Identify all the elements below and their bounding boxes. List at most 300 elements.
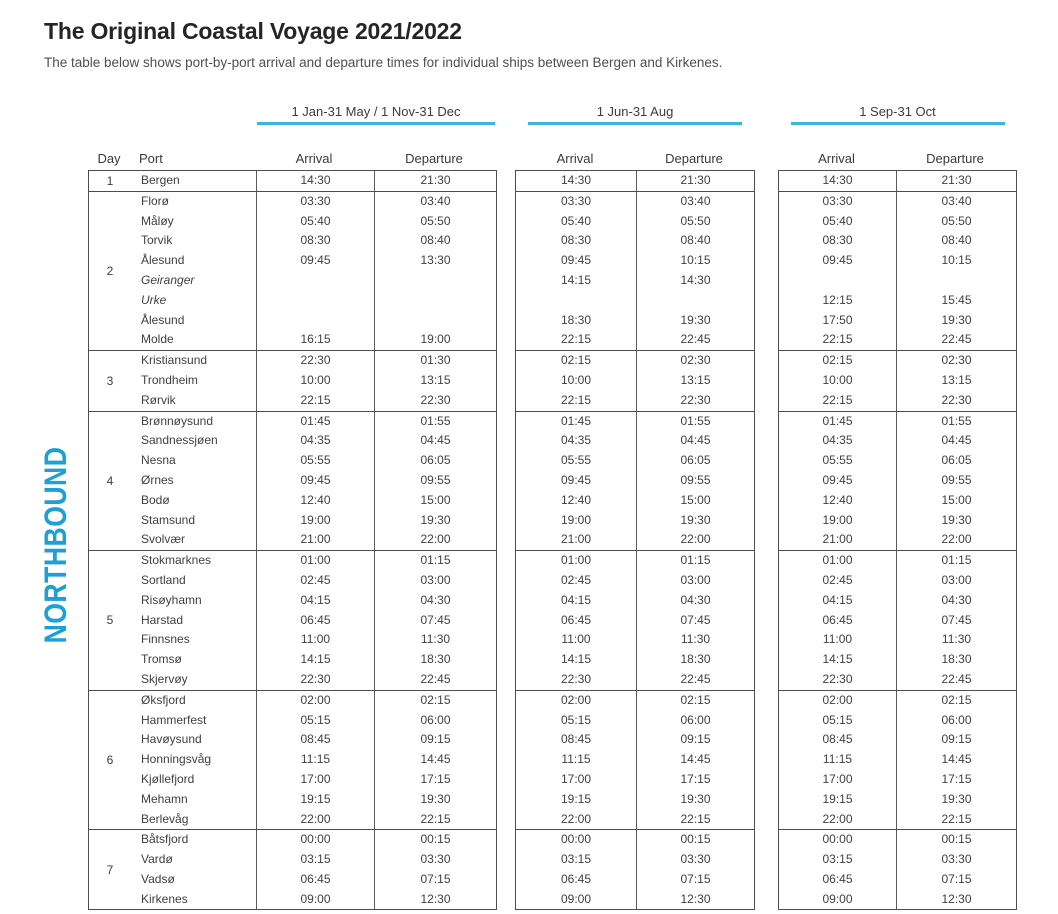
port-name: Kirkenes	[141, 891, 188, 906]
timetable-body	[88, 170, 1017, 910]
departure-time: 03:00	[680, 572, 711, 587]
port-name: Harstad	[141, 612, 184, 627]
arrival-time: 10:00	[300, 372, 331, 387]
departure-column	[896, 351, 1016, 410]
day-section	[778, 690, 1017, 831]
departure-time: 06:05	[420, 453, 451, 468]
departure-time: 05:50	[420, 213, 451, 228]
arrival-time: 22:15	[560, 332, 592, 347]
arrival-time: 02:00	[300, 692, 331, 707]
departure-time: 11:30	[941, 632, 972, 647]
departure-time: 10:15	[941, 253, 972, 268]
departure-time: 05:50	[680, 213, 711, 228]
day-section	[88, 690, 497, 831]
arrival-time: 19:15	[300, 791, 331, 806]
arrival-time: 04:35	[822, 433, 853, 448]
northbound-direction-label: NORTHBOUND	[38, 446, 73, 644]
port-name: Berlevåg	[141, 811, 189, 826]
day-number: 7	[106, 862, 114, 877]
arrival-time: 19:00	[300, 512, 331, 527]
season-3-underline	[791, 122, 1005, 125]
day-number: 5	[106, 613, 114, 628]
column-header-row	[88, 149, 1017, 168]
departure-column	[896, 412, 1016, 551]
arrival-time: 04:35	[300, 433, 331, 448]
arrival-time: 03:15	[300, 852, 331, 867]
departure-column	[374, 171, 496, 191]
departure-time: 18:30	[680, 652, 711, 667]
arrival-time: 12:40	[300, 492, 331, 507]
departure-time: 13:30	[420, 253, 451, 268]
departure-column	[636, 551, 754, 690]
day-number: 6	[106, 753, 114, 767]
page-title: The Original Coastal Voyage 2021/2022	[44, 18, 462, 44]
departure-time	[375, 311, 496, 331]
season-header-spacer	[88, 103, 255, 125]
arrival-time: 17:00	[560, 771, 592, 786]
departure-time: 21:30	[680, 173, 711, 187]
page-subtitle: The table below shows port-by-port arrival and departure times for individual ships between Bergen and Kirkenes.	[44, 55, 723, 70]
arrival-time: 05:15	[300, 712, 331, 727]
departure-time: 01:15	[941, 553, 972, 568]
departure-time: 11:30	[680, 632, 711, 647]
arrival-time: 06:45	[300, 612, 331, 627]
arrival-time: 01:00	[560, 553, 592, 568]
departure-time: 22:45	[941, 332, 972, 347]
port-column	[131, 691, 256, 830]
departure-time: 02:15	[941, 692, 972, 707]
arrival-time: 01:45	[822, 413, 853, 428]
arrival-time: 06:45	[560, 612, 592, 627]
departure-time: 00:15	[941, 832, 972, 847]
departure-time: 12:30	[420, 891, 451, 906]
departure-column-header: Departure	[926, 151, 984, 166]
arrival-time: 09:45	[560, 253, 592, 268]
day-number: 2	[106, 263, 114, 278]
departure-time: 18:30	[420, 652, 451, 667]
port-name: Molde	[141, 332, 174, 347]
departure-column	[636, 830, 754, 909]
arrival-column	[256, 551, 374, 690]
departure-time: 22:30	[680, 392, 711, 407]
arrival-time: 14:15	[560, 272, 592, 287]
departure-time: 19:30	[420, 791, 451, 806]
port-name: Vadsø	[141, 871, 175, 886]
arrival-time: 21:00	[822, 532, 853, 547]
departure-time: 06:05	[941, 453, 972, 468]
arrival-time: 19:00	[560, 512, 592, 527]
departure-time: 09:15	[420, 732, 451, 747]
departure-time	[897, 271, 1016, 291]
departure-time: 06:00	[941, 712, 972, 727]
departure-column	[636, 351, 754, 410]
departure-time: 18:30	[941, 652, 972, 667]
departure-time: 19:30	[680, 512, 711, 527]
arrival-time: 05:15	[822, 712, 853, 727]
arrival-time: 11:00	[822, 632, 853, 647]
arrival-time: 03:15	[560, 852, 592, 867]
arrival-time: 09:45	[300, 472, 331, 487]
departure-time: 01:15	[680, 553, 711, 568]
departure-column	[636, 192, 754, 350]
port-name: Florø	[141, 193, 169, 208]
arrival-column	[779, 551, 896, 690]
departure-time: 09:15	[680, 732, 711, 747]
departure-time: 19:30	[941, 791, 972, 806]
season-2-label: 1 Jun-31 Aug	[596, 104, 674, 119]
port-name: Øksfjord	[141, 692, 186, 707]
port-name: Brønnøysund	[141, 413, 214, 428]
departure-time: 22:00	[941, 532, 972, 547]
departure-time: 19:30	[680, 791, 711, 806]
departure-column	[896, 551, 1016, 690]
arrival-time: 03:30	[822, 193, 853, 208]
departure-column	[636, 171, 754, 191]
day-section	[515, 170, 755, 192]
departure-time: 07:45	[680, 612, 711, 627]
port-name: Bodø	[141, 492, 170, 507]
departure-column	[374, 551, 496, 690]
departure-time: 12:30	[680, 891, 711, 906]
arrival-time: 14:30	[822, 173, 853, 187]
arrival-time: 11:15	[822, 752, 853, 767]
port-name: Tromsø	[141, 652, 182, 667]
departure-time: 06:00	[420, 712, 451, 727]
season-3-label: 1 Sep-31 Oct	[859, 104, 936, 119]
arrival-time: 06:45	[300, 871, 331, 886]
departure-time: 00:15	[680, 832, 711, 847]
arrival-column	[256, 830, 374, 909]
departure-time: 02:30	[680, 353, 711, 368]
departure-time: 22:30	[420, 392, 451, 407]
arrival-time: 22:00	[560, 811, 592, 826]
arrival-time: 22:30	[560, 671, 592, 686]
day-number: 1	[106, 173, 114, 188]
arrival-column	[256, 351, 374, 410]
arrival-time: 05:40	[300, 213, 331, 228]
day-section	[778, 191, 1017, 351]
departure-time: 01:55	[680, 413, 711, 428]
departure-column	[896, 830, 1016, 909]
arrival-time: 18:30	[560, 312, 592, 327]
day-section	[515, 191, 755, 351]
arrival-column	[779, 691, 896, 830]
day-group	[88, 411, 1017, 552]
day-group	[88, 550, 1017, 691]
arrival-time: 19:15	[560, 791, 592, 806]
arrival-time: 04:35	[560, 433, 592, 448]
port-name: Hammerfest	[141, 712, 207, 727]
departure-time: 09:55	[420, 472, 451, 487]
arrival-time: 00:00	[300, 832, 331, 847]
arrival-time: 02:45	[822, 572, 853, 587]
port-name: Bergen	[141, 173, 180, 187]
arrival-time: 04:15	[822, 592, 853, 607]
port-column	[131, 171, 256, 191]
arrival-time: 09:00	[560, 891, 592, 906]
day-section	[88, 191, 497, 351]
port-column	[131, 551, 256, 690]
departure-time	[375, 271, 496, 291]
departure-time: 08:40	[420, 233, 451, 248]
port-column-header: Port	[139, 151, 163, 166]
departure-time: 22:45	[941, 671, 972, 686]
port-name: Ørnes	[141, 472, 174, 487]
arrival-column	[516, 412, 636, 551]
day-group	[88, 350, 1017, 411]
departure-time: 09:55	[941, 472, 972, 487]
departure-time: 15:45	[941, 292, 972, 307]
departure-time: 19:30	[680, 312, 711, 327]
arrival-time: 08:45	[560, 732, 592, 747]
day-section	[515, 690, 755, 831]
arrival-time: 02:00	[560, 692, 592, 707]
departure-time: 13:15	[680, 372, 711, 387]
arrival-time: 14:15	[822, 652, 853, 667]
timetable	[88, 103, 1017, 910]
arrival-time: 22:30	[300, 671, 331, 686]
port-name: Honningsvåg	[141, 752, 212, 767]
departure-time: 04:30	[680, 592, 711, 607]
arrival-time: 08:45	[300, 732, 331, 747]
departure-time: 08:40	[680, 233, 711, 248]
arrival-time: 03:15	[822, 852, 853, 867]
departure-time	[637, 291, 754, 311]
departure-time: 22:45	[420, 671, 451, 686]
port-name: Nesna	[141, 453, 176, 468]
arrival-time: 10:00	[822, 372, 853, 387]
arrival-time: 12:40	[560, 492, 592, 507]
departure-time: 14:45	[941, 752, 972, 767]
arrival-time: 22:30	[822, 671, 853, 686]
departure-time: 07:15	[420, 871, 451, 886]
port-name: Torvik	[141, 233, 173, 248]
departure-time: 10:15	[680, 253, 711, 268]
arrival-time: 05:40	[822, 213, 853, 228]
departure-time: 22:00	[680, 532, 711, 547]
port-name: Skjervøy	[141, 671, 188, 686]
day-section	[778, 550, 1017, 691]
arrival-time: 08:30	[300, 233, 331, 248]
arrival-time: 01:00	[822, 553, 853, 568]
departure-column-header: Departure	[665, 151, 723, 166]
departure-time: 07:45	[420, 612, 451, 627]
port-name: Mehamn	[141, 791, 188, 806]
day-group	[88, 690, 1017, 831]
arrival-time: 08:45	[822, 732, 853, 747]
departure-column	[374, 691, 496, 830]
arrival-time: 06:45	[822, 612, 853, 627]
arrival-column	[516, 551, 636, 690]
arrival-time: 14:30	[300, 173, 331, 187]
arrival-time	[257, 271, 374, 291]
arrival-time: 11:00	[561, 632, 591, 647]
departure-time: 08:40	[941, 233, 972, 248]
departure-time: 04:30	[420, 592, 451, 607]
arrival-time: 21:00	[300, 532, 331, 547]
port-column	[131, 351, 256, 410]
departure-time: 21:30	[420, 173, 451, 187]
departure-column	[374, 192, 496, 350]
departure-time: 00:15	[420, 832, 451, 847]
port-name: Svolvær	[141, 532, 186, 547]
departure-time: 07:15	[680, 871, 711, 886]
departure-column	[636, 691, 754, 830]
departure-time: 15:00	[941, 492, 972, 507]
departure-time: 03:30	[680, 852, 711, 867]
arrival-time: 04:15	[560, 592, 592, 607]
departure-time: 07:15	[941, 871, 972, 886]
arrival-time: 09:45	[300, 253, 331, 268]
arrival-time: 01:45	[560, 413, 592, 428]
departure-column	[896, 171, 1016, 191]
day-section	[88, 170, 497, 192]
departure-time: 03:30	[420, 852, 451, 867]
arrival-time: 11:15	[561, 752, 591, 767]
departure-time: 03:30	[941, 852, 972, 867]
arrival-time: 22:15	[822, 332, 853, 347]
port-name: Sortland	[141, 572, 186, 587]
departure-time: 22:45	[680, 332, 711, 347]
arrival-column	[516, 171, 636, 191]
day-section	[778, 411, 1017, 552]
arrival-time: 05:55	[560, 453, 592, 468]
departure-time: 03:40	[420, 193, 451, 208]
arrival-column	[779, 192, 896, 350]
arrival-time: 03:30	[300, 193, 331, 208]
arrival-time: 00:00	[822, 832, 853, 847]
arrival-time: 02:45	[560, 572, 592, 587]
day-group	[88, 829, 1017, 910]
day-section	[778, 829, 1017, 910]
arrival-time: 17:50	[822, 312, 853, 327]
arrival-time: 22:15	[822, 392, 853, 407]
departure-time: 01:55	[941, 413, 972, 428]
season-1-header	[255, 103, 497, 125]
port-name: Trondheim	[141, 372, 198, 387]
arrival-time: 01:00	[300, 553, 331, 568]
day-section	[515, 350, 755, 411]
arrival-time: 02:15	[560, 353, 592, 368]
arrival-column	[256, 171, 374, 191]
departure-time: 07:45	[941, 612, 972, 627]
arrival-column	[256, 691, 374, 830]
arrival-time: 22:30	[300, 353, 331, 368]
port-name: Måløy	[141, 213, 174, 228]
port-name: Ålesund	[141, 253, 185, 268]
arrival-time: 05:55	[300, 453, 331, 468]
arrival-time	[257, 291, 374, 311]
arrival-time: 16:15	[300, 332, 331, 347]
arrival-time: 17:00	[300, 771, 331, 786]
season-3-header	[778, 103, 1017, 125]
arrival-time: 17:00	[822, 771, 853, 786]
departure-time: 14:45	[680, 752, 711, 767]
departure-time	[375, 291, 496, 311]
arrival-time: 14:30	[560, 173, 592, 187]
port-name: Kristiansund	[141, 353, 208, 368]
departure-time: 03:40	[680, 193, 711, 208]
day-section	[88, 550, 497, 691]
port-column	[131, 192, 256, 350]
departure-time: 12:30	[941, 891, 972, 906]
day-number: 3	[106, 373, 114, 388]
arrival-time: 10:00	[560, 372, 592, 387]
port-name: Sandnessjøen	[141, 433, 218, 448]
departure-time: 15:00	[680, 492, 711, 507]
port-name: Urke	[141, 292, 167, 307]
arrival-column	[779, 351, 896, 410]
departure-column-header: Departure	[405, 151, 463, 166]
departure-time: 02:30	[941, 353, 972, 368]
arrival-time: 02:15	[822, 353, 853, 368]
departure-time: 06:00	[680, 712, 711, 727]
port-column	[131, 412, 256, 551]
departure-time: 01:30	[420, 353, 451, 368]
arrival-column-header: Arrival	[295, 151, 333, 166]
port-name: Finnsnes	[141, 632, 190, 647]
day-section	[88, 411, 497, 552]
port-name: Geiranger	[141, 272, 195, 287]
arrival-time: 22:15	[300, 392, 331, 407]
departure-time: 19:30	[420, 512, 451, 527]
arrival-column	[256, 192, 374, 350]
day-section	[515, 829, 755, 910]
departure-time: 13:15	[941, 372, 972, 387]
departure-time: 22:45	[680, 671, 711, 686]
arrival-column-header: Arrival	[818, 151, 855, 166]
departure-column	[374, 830, 496, 909]
day-group	[88, 191, 1017, 351]
arrival-column	[516, 192, 636, 350]
departure-time: 09:15	[941, 732, 972, 747]
arrival-column	[516, 830, 636, 909]
arrival-time: 14:15	[300, 652, 331, 667]
departure-time: 19:30	[941, 312, 972, 327]
arrival-time: 02:45	[300, 572, 331, 587]
departure-column	[374, 412, 496, 551]
arrival-column	[256, 412, 374, 551]
arrival-time: 19:00	[822, 512, 853, 527]
arrival-time: 22:15	[560, 392, 592, 407]
port-name: Stamsund	[141, 512, 196, 527]
departure-time: 05:50	[941, 213, 972, 228]
arrival-time: 09:45	[822, 472, 853, 487]
day-section	[515, 550, 755, 691]
arrival-column	[779, 830, 896, 909]
arrival-time: 09:45	[822, 253, 853, 268]
port-name: Kjøllefjord	[141, 771, 195, 786]
arrival-time	[779, 271, 896, 291]
arrival-column	[779, 412, 896, 551]
departure-column	[896, 192, 1016, 350]
departure-time: 04:45	[680, 433, 711, 448]
arrival-time: 22:00	[822, 811, 853, 826]
departure-time: 22:15	[680, 811, 711, 826]
departure-time: 22:15	[420, 811, 451, 826]
arrival-time: 14:15	[560, 652, 592, 667]
departure-time: 01:15	[420, 553, 451, 568]
departure-time: 14:30	[680, 272, 711, 287]
season-2-underline	[528, 122, 742, 125]
departure-column	[896, 691, 1016, 830]
departure-time: 02:15	[420, 692, 451, 707]
departure-time: 22:30	[941, 392, 972, 407]
departure-time: 03:00	[941, 572, 972, 587]
arrival-time: 04:15	[300, 592, 331, 607]
arrival-time: 11:15	[300, 752, 331, 767]
departure-time: 19:00	[420, 332, 451, 347]
